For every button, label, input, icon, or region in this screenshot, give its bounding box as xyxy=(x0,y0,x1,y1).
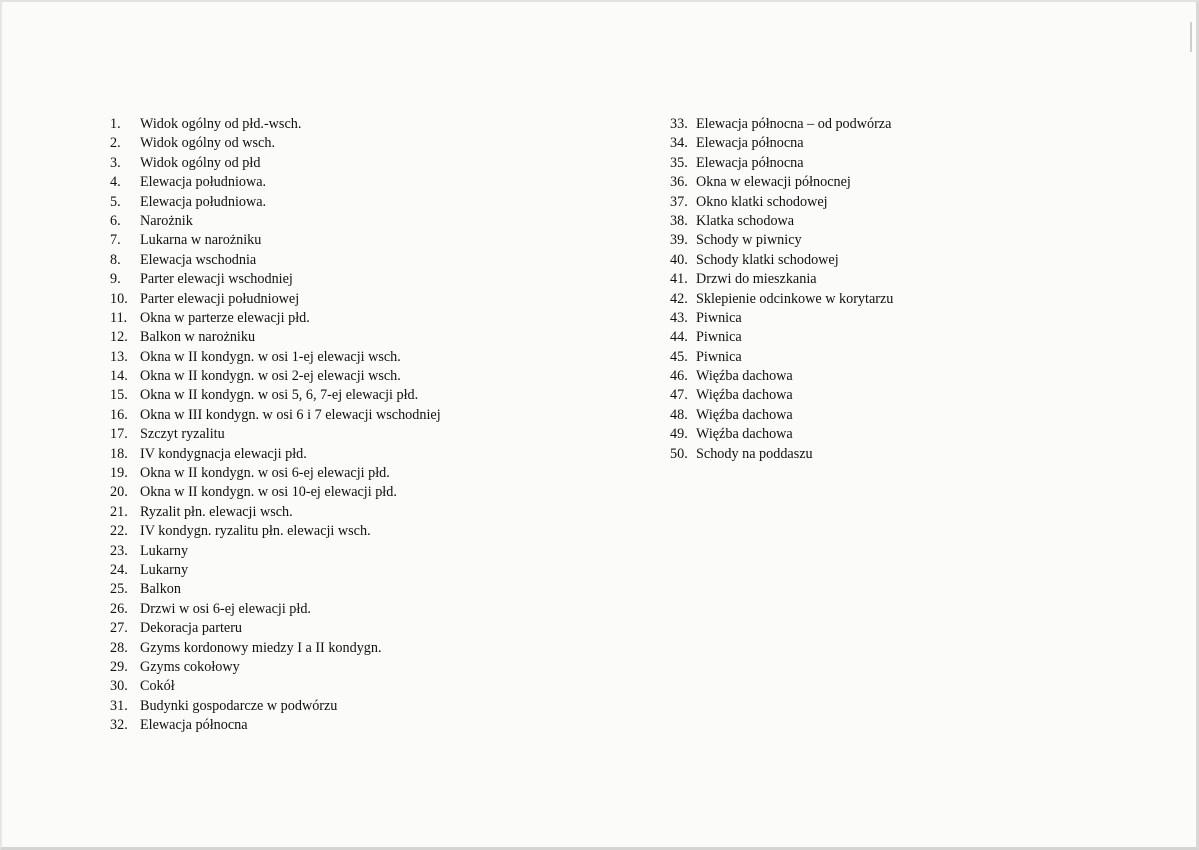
item-caption: Widok ogólny od płd xyxy=(140,154,261,171)
item-caption: Parter elewacji południowej xyxy=(140,290,300,307)
list-item xyxy=(110,445,441,464)
list-item xyxy=(110,580,441,599)
item-number: 18. xyxy=(110,445,128,462)
item-caption: Okna w II kondygn. w osi 2-ej elewacji wsch. xyxy=(140,368,401,385)
item-number: 46. xyxy=(670,368,688,385)
item-number: 11. xyxy=(110,309,128,326)
item-number: 36. xyxy=(670,174,688,191)
item-number: 19. xyxy=(110,465,128,482)
item-caption: Klatka schodowa xyxy=(696,212,795,229)
item-caption: Parter elewacji wschodniej xyxy=(140,271,293,288)
list-item xyxy=(110,697,441,716)
item-caption: Piwnica xyxy=(696,348,742,365)
item-caption: Elewacja południowa. xyxy=(140,193,267,210)
list-item xyxy=(110,367,441,386)
list-item xyxy=(670,212,893,231)
item-number: 27. xyxy=(110,620,128,637)
item-caption: Cokół xyxy=(140,678,175,695)
item-number: 5. xyxy=(110,193,121,210)
list-item xyxy=(670,445,893,464)
item-caption: Piwnica xyxy=(696,329,742,346)
list-item xyxy=(110,716,441,735)
item-number: 14. xyxy=(110,368,128,385)
item-number: 31. xyxy=(110,697,128,714)
item-caption: Więźba dachowa xyxy=(696,426,793,443)
item-number: 2. xyxy=(110,135,121,152)
item-caption: Balkon xyxy=(140,581,181,598)
item-caption: Lukarna w narożniku xyxy=(140,232,262,249)
item-number: 45. xyxy=(670,348,688,365)
item-number: 4. xyxy=(110,174,121,191)
list-item xyxy=(110,406,441,425)
list-item xyxy=(670,134,893,153)
item-caption: Widok ogólny od wsch. xyxy=(140,135,275,152)
item-caption: Okna w III kondygn. w osi 6 i 7 elewacji wschodniej xyxy=(140,406,441,423)
item-caption: Okna w II kondygn. w osi 1-ej elewacji wsch. xyxy=(140,348,401,365)
item-caption: Gzyms kordonowy miedzy I a II kondygn. xyxy=(140,639,382,656)
list-item xyxy=(110,328,441,347)
item-caption: Drzwi w osi 6-ej elewacji płd. xyxy=(140,600,311,617)
item-caption: Budynki gospodarcze w podwórzu xyxy=(140,697,338,714)
list-item xyxy=(670,328,893,347)
list-item xyxy=(110,193,441,212)
item-number: 12. xyxy=(110,329,128,346)
list-item xyxy=(670,231,893,250)
list-item xyxy=(670,406,893,425)
list-item xyxy=(110,173,441,192)
item-number: 8. xyxy=(110,251,121,268)
item-number: 35. xyxy=(670,154,688,171)
list-item xyxy=(670,386,893,405)
scan-edge-mark xyxy=(1190,22,1192,52)
item-number: 43. xyxy=(670,309,688,326)
item-caption: Schody na poddaszu xyxy=(696,445,813,462)
item-number: 24. xyxy=(110,561,128,578)
list-item xyxy=(110,677,441,696)
item-number: 28. xyxy=(110,639,128,656)
item-caption: IV kondygnacja elewacji płd. xyxy=(140,445,307,462)
item-number: 29. xyxy=(110,658,128,675)
list-item xyxy=(110,309,441,328)
item-number: 44. xyxy=(670,329,688,346)
list-item xyxy=(110,134,441,153)
item-caption: IV kondygn. ryzalitu płn. elewacji wsch. xyxy=(140,523,371,540)
item-number: 47. xyxy=(670,387,688,404)
item-number: 37. xyxy=(670,193,688,210)
list-item xyxy=(110,115,441,134)
item-number: 21. xyxy=(110,503,128,520)
item-number: 20. xyxy=(110,484,128,501)
item-number: 26. xyxy=(110,600,128,617)
item-caption: Schody w piwnicy xyxy=(696,232,802,249)
item-caption: Drzwi do mieszkania xyxy=(696,271,817,288)
list-item xyxy=(670,173,893,192)
list-item xyxy=(110,542,441,561)
list-item xyxy=(670,154,893,173)
list-item xyxy=(110,561,441,580)
item-number: 15. xyxy=(110,387,128,404)
list-item xyxy=(110,154,441,173)
item-number: 3. xyxy=(110,154,121,171)
item-number: 1. xyxy=(110,116,121,132)
item-number: 42. xyxy=(670,290,688,307)
item-number: 32. xyxy=(110,717,128,734)
item-caption: Sklepienie odcinkowe w korytarzu xyxy=(696,290,894,307)
item-caption: Okna w II kondygn. w osi 5, 6, 7-ej elewacji płd. xyxy=(140,387,419,404)
item-number: 33. xyxy=(670,116,688,132)
list-item xyxy=(110,658,441,677)
item-number: 22. xyxy=(110,523,128,540)
item-caption: Balkon w narożniku xyxy=(140,329,256,346)
list-item xyxy=(110,251,441,270)
item-caption: Elewacja północna xyxy=(696,154,804,171)
item-caption: Elewacja północna xyxy=(696,135,804,152)
list-item xyxy=(110,522,441,541)
item-caption: Elewacja północna xyxy=(140,717,248,734)
list-item xyxy=(110,464,441,483)
item-caption: Okna w parterze elewacji płd. xyxy=(140,309,310,326)
item-caption: Lukarny xyxy=(140,561,189,578)
item-number: 13. xyxy=(110,348,128,365)
item-caption: Więźba dachowa xyxy=(696,387,793,404)
item-caption: Ryzalit płn. elewacji wsch. xyxy=(140,503,293,520)
item-number: 23. xyxy=(110,542,128,559)
list-item xyxy=(670,251,893,270)
item-caption: Elewacja południowa. xyxy=(140,174,267,191)
item-caption: Elewacja północna – od podwórza xyxy=(696,116,892,132)
item-caption: Okna w elewacji północnej xyxy=(696,174,851,191)
list-item xyxy=(110,503,441,522)
list-item xyxy=(110,348,441,367)
list-item xyxy=(670,367,893,386)
list-item xyxy=(110,425,441,444)
item-number: 38. xyxy=(670,212,688,229)
item-caption: Schody klatki schodowej xyxy=(696,251,839,268)
item-number: 16. xyxy=(110,406,128,423)
item-caption: Okna w II kondygn. w osi 10-ej elewacji płd. xyxy=(140,484,397,501)
list-item xyxy=(110,483,441,502)
item-caption: Elewacja wschodnia xyxy=(140,251,257,268)
item-number: 6. xyxy=(110,212,121,229)
item-number: 34. xyxy=(670,135,688,152)
list-item xyxy=(670,309,893,328)
item-number: 7. xyxy=(110,232,121,249)
list-item xyxy=(670,115,893,134)
item-number: 30. xyxy=(110,678,128,695)
list-item xyxy=(110,619,441,638)
list-item xyxy=(110,270,441,289)
item-caption: Piwnica xyxy=(696,309,742,326)
list-item xyxy=(670,348,893,367)
list-item xyxy=(110,212,441,231)
list-item xyxy=(670,425,893,444)
item-caption: Okno klatki schodowej xyxy=(696,193,828,210)
item-number: 9. xyxy=(110,271,121,288)
item-number: 41. xyxy=(670,271,688,288)
list-item xyxy=(110,386,441,405)
list-item xyxy=(670,193,893,212)
item-caption: Więźba dachowa xyxy=(696,406,793,423)
list-item xyxy=(110,290,441,309)
item-number: 40. xyxy=(670,251,688,268)
item-caption: Dekoracja parteru xyxy=(140,620,243,637)
item-number: 17. xyxy=(110,426,128,443)
item-caption: Gzyms cokołowy xyxy=(140,658,240,675)
item-caption: Lukarny xyxy=(140,542,189,559)
item-caption: Więźba dachowa xyxy=(696,368,793,385)
item-number: 25. xyxy=(110,581,128,598)
item-caption: Narożnik xyxy=(140,212,193,229)
item-caption: Okna w II kondygn. w osi 6-ej elewacji płd. xyxy=(140,465,390,482)
item-number: 49. xyxy=(670,426,688,443)
item-number: 10. xyxy=(110,290,128,307)
list-item xyxy=(110,600,441,619)
item-caption: Widok ogólny od płd.-wsch. xyxy=(140,116,302,132)
list-item xyxy=(670,270,893,289)
photo-list-right-column xyxy=(670,115,893,464)
item-caption: Szczyt ryzalitu xyxy=(140,426,225,443)
photo-list-left-column xyxy=(110,115,441,736)
item-number: 39. xyxy=(670,232,688,249)
item-number: 50. xyxy=(670,445,688,462)
list-item xyxy=(110,231,441,250)
list-item xyxy=(670,290,893,309)
item-number: 48. xyxy=(670,406,688,423)
list-item xyxy=(110,639,441,658)
